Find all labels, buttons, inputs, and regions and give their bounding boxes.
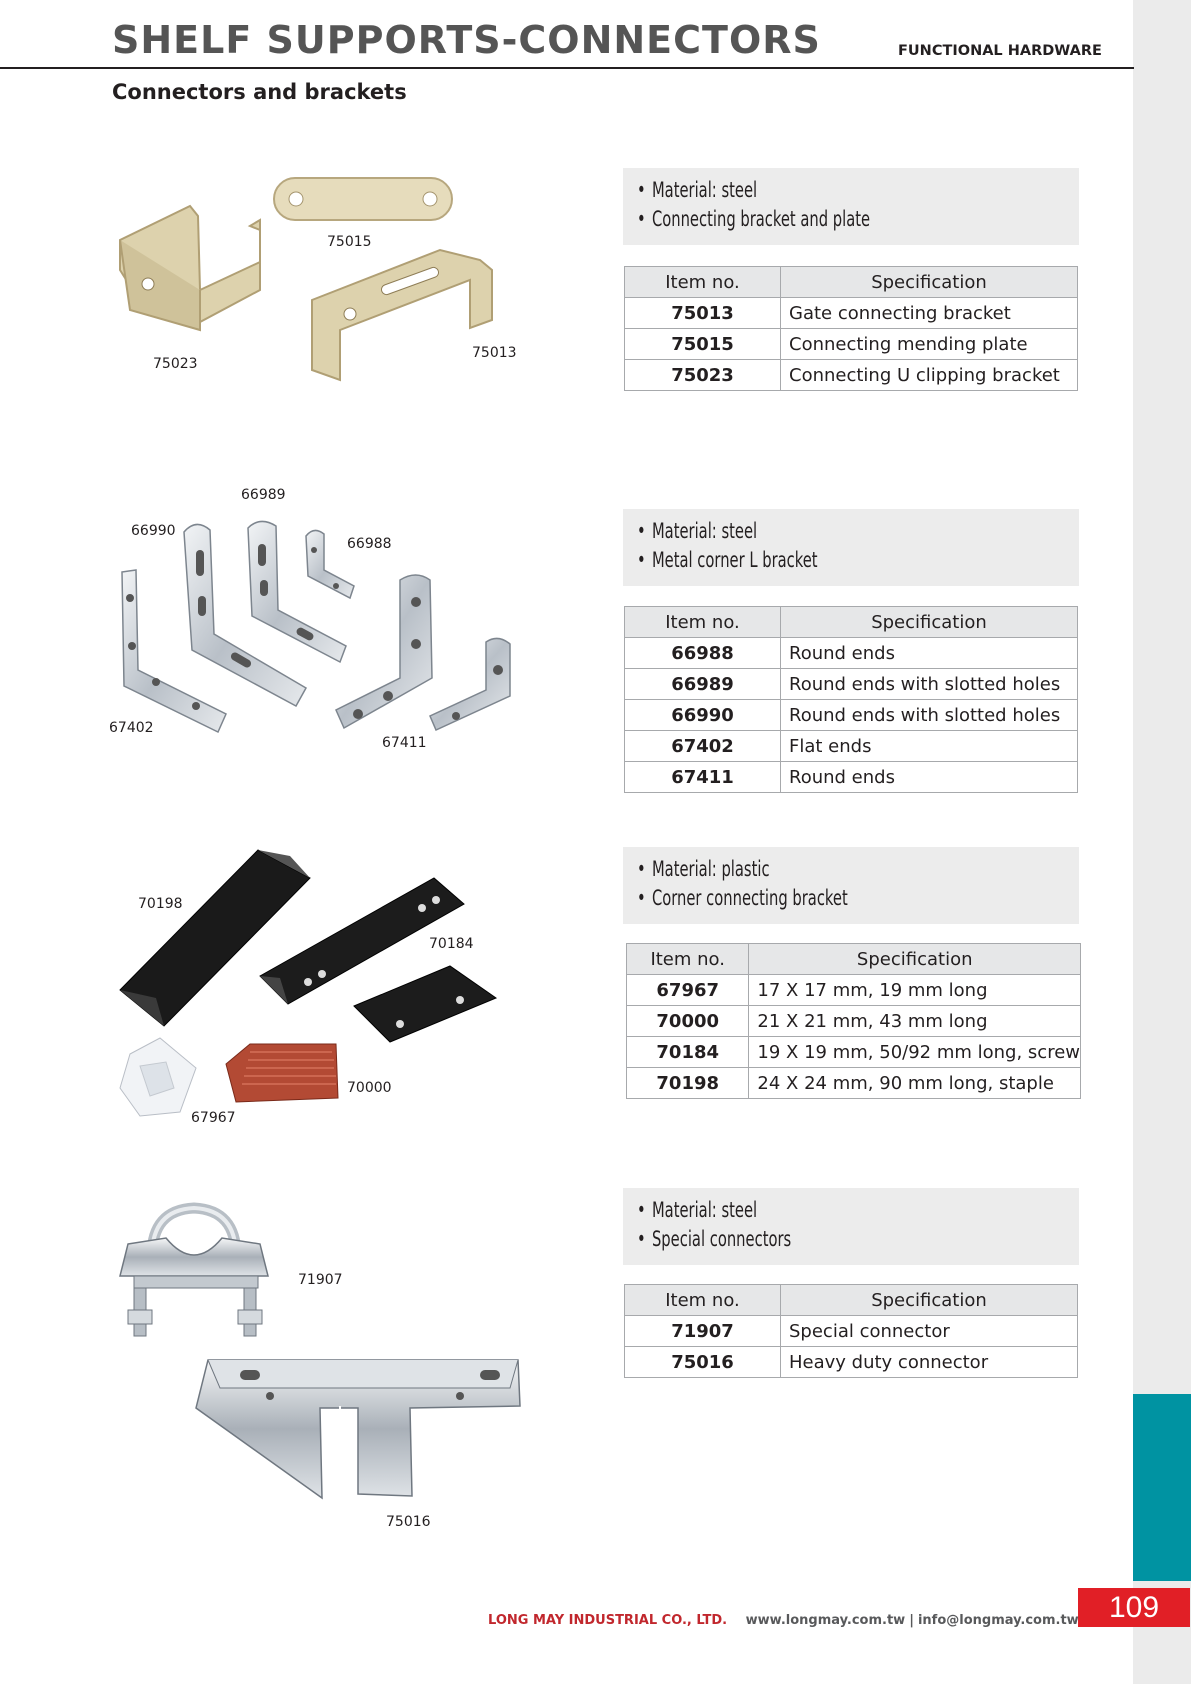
feature-item: • Material: steel xyxy=(637,517,982,546)
feature-box xyxy=(623,509,1079,586)
item-number: 75013 xyxy=(625,298,781,329)
figure-label: 66989 xyxy=(241,487,286,503)
item-spec: 24 X 24 mm, 90 mm long, staple xyxy=(749,1068,1081,1099)
table-row xyxy=(627,1006,1081,1037)
table-row xyxy=(627,975,1081,1006)
email-link[interactable]: info@longmay.com.tw xyxy=(917,1613,1079,1628)
plastic-corner-brackets-figure xyxy=(100,848,500,1118)
table-row xyxy=(625,669,1078,700)
table-header-row xyxy=(625,1285,1078,1316)
section-subtitle: Connectors and brackets xyxy=(112,80,407,104)
item-number: 75023 xyxy=(625,360,781,391)
spec-table xyxy=(626,943,1081,1099)
spec-table xyxy=(624,1284,1078,1378)
column-header: Item no. xyxy=(625,607,781,638)
column-header: Item no. xyxy=(625,1285,781,1316)
special-connectors-figure xyxy=(100,1200,530,1510)
table-row xyxy=(625,329,1078,360)
item-number: 75016 xyxy=(625,1347,781,1378)
table-row xyxy=(627,1068,1081,1099)
column-header: Specification xyxy=(781,267,1078,298)
figure-label: 75015 xyxy=(327,234,372,250)
table-row xyxy=(625,360,1078,391)
figure-label: 70198 xyxy=(138,896,183,912)
table-header-row xyxy=(625,267,1078,298)
spec-table xyxy=(624,606,1078,793)
figure-label: 67411 xyxy=(382,735,427,751)
item-spec: 19 X 19 mm, 50/92 mm long, screw xyxy=(749,1037,1081,1068)
feature-box xyxy=(623,168,1079,245)
item-spec: Flat ends xyxy=(781,731,1078,762)
category-label: FUNCTIONAL HARDWARE xyxy=(898,43,1102,59)
item-number: 71907 xyxy=(625,1316,781,1347)
item-number: 66988 xyxy=(625,638,781,669)
figure-label: 75013 xyxy=(472,345,517,361)
column-header: Item no. xyxy=(627,944,749,975)
feature-item: • Corner connecting bracket xyxy=(637,884,982,913)
table-row xyxy=(627,1037,1081,1068)
item-spec: 21 X 21 mm, 43 mm long xyxy=(749,1006,1081,1037)
item-number: 70198 xyxy=(627,1068,749,1099)
spec-table xyxy=(624,266,1078,391)
table-header-row xyxy=(627,944,1081,975)
table-row xyxy=(625,1316,1078,1347)
feature-item: • Material: steel xyxy=(637,176,982,205)
feature-item: • Material: plastic xyxy=(637,855,982,884)
footer-separator: | xyxy=(909,1613,914,1628)
feature-item: • Material: steel xyxy=(637,1196,982,1225)
figure-label: 66990 xyxy=(131,523,176,539)
item-number: 70000 xyxy=(627,1006,749,1037)
table-row xyxy=(625,1347,1078,1378)
table-row xyxy=(625,638,1078,669)
header-rule xyxy=(0,67,1134,69)
figure-label: 70184 xyxy=(429,936,474,952)
item-spec: Round ends with slotted holes xyxy=(781,669,1078,700)
page-title: SHELF SUPPORTS-CONNECTORS xyxy=(112,18,821,62)
figure-label: 71907 xyxy=(298,1272,343,1288)
item-spec: Round ends xyxy=(781,638,1078,669)
feature-item: • Connecting bracket and plate xyxy=(637,205,982,234)
company-name: LONG MAY INDUSTRIAL CO., LTD. xyxy=(488,1613,728,1628)
item-spec: Connecting mending plate xyxy=(781,329,1078,360)
column-header: Specification xyxy=(749,944,1081,975)
figure-label: 67967 xyxy=(191,1110,236,1126)
table-row xyxy=(625,731,1078,762)
figure-label: 70000 xyxy=(347,1080,392,1096)
item-spec: 17 X 17 mm, 19 mm long xyxy=(749,975,1081,1006)
item-spec: Heavy duty connector xyxy=(781,1347,1078,1378)
figure-label: 75016 xyxy=(386,1514,431,1530)
column-header: Specification xyxy=(781,607,1078,638)
item-spec: Round ends with slotted holes xyxy=(781,700,1078,731)
table-row xyxy=(625,762,1078,793)
item-number: 67967 xyxy=(627,975,749,1006)
feature-box xyxy=(623,847,1079,924)
feature-item: • Metal corner L bracket xyxy=(637,546,982,575)
item-number: 70184 xyxy=(627,1037,749,1068)
page-number: 109 xyxy=(1078,1588,1190,1627)
table-row xyxy=(625,700,1078,731)
item-spec: Connecting U clipping bracket xyxy=(781,360,1078,391)
item-number: 67411 xyxy=(625,762,781,793)
figure-label: 75023 xyxy=(153,356,198,372)
footer xyxy=(488,1613,1079,1628)
table-row xyxy=(625,298,1078,329)
side-tab-marker xyxy=(1133,1394,1191,1581)
feature-box xyxy=(623,1188,1079,1265)
column-header: Item no. xyxy=(625,267,781,298)
corner-l-brackets-figure xyxy=(100,510,520,740)
item-number: 67402 xyxy=(625,731,781,762)
column-header: Specification xyxy=(781,1285,1078,1316)
figure-label: 66988 xyxy=(347,536,392,552)
figure-label: 67402 xyxy=(109,720,154,736)
item-number: 66990 xyxy=(625,700,781,731)
item-number: 66989 xyxy=(625,669,781,700)
feature-item: • Special connectors xyxy=(637,1225,982,1254)
item-number: 75015 xyxy=(625,329,781,360)
item-spec: Gate connecting bracket xyxy=(781,298,1078,329)
item-spec: Round ends xyxy=(781,762,1078,793)
item-spec: Special connector xyxy=(781,1316,1078,1347)
table-header-row xyxy=(625,607,1078,638)
website-link[interactable]: www.longmay.com.tw xyxy=(745,1613,906,1628)
